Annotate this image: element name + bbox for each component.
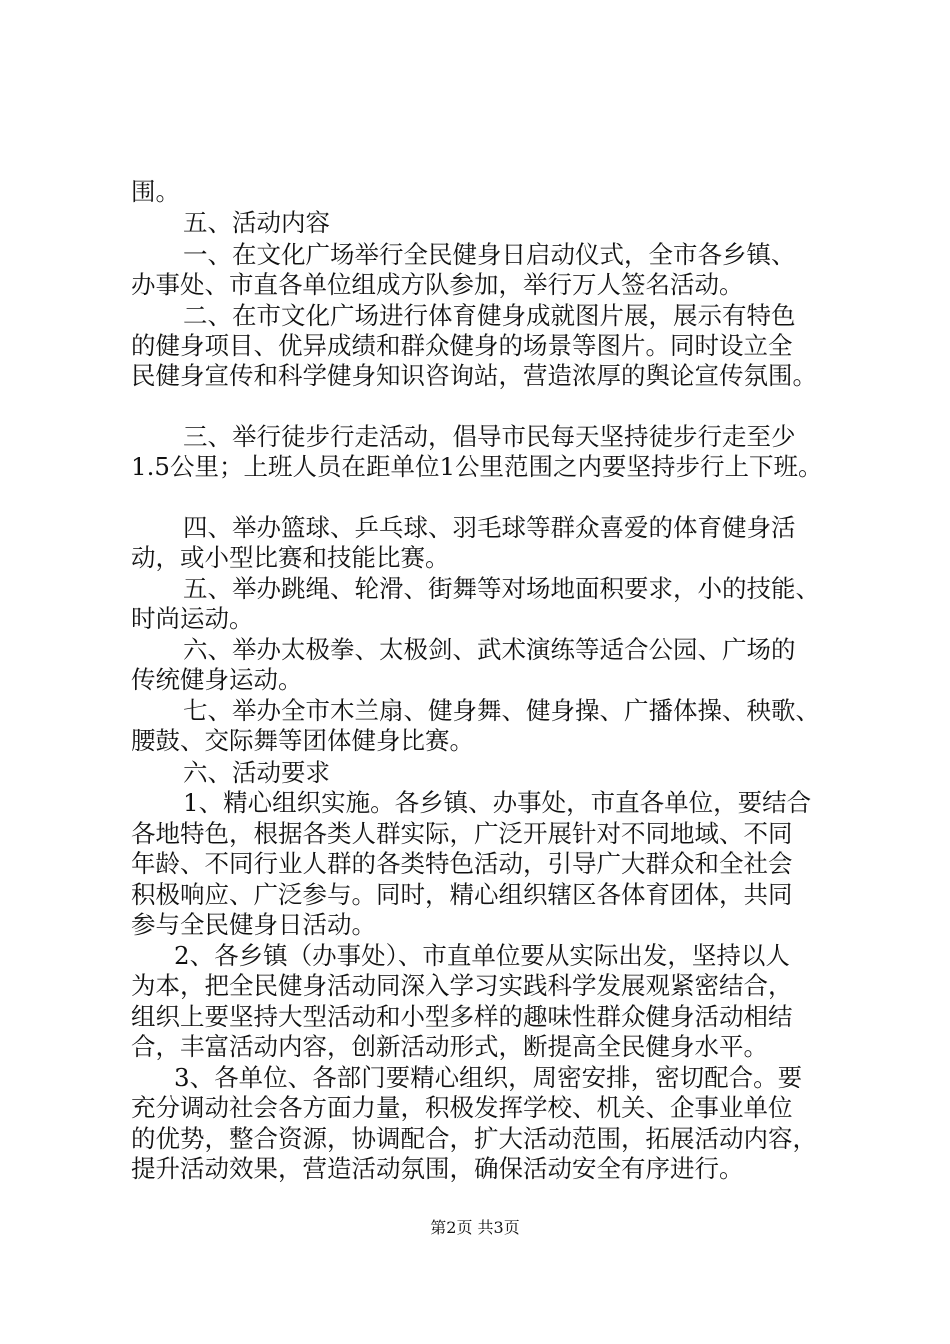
text-line: 提升活动效果，营造活动氛围，确保活动安全有序进行。	[131, 1154, 744, 1183]
text-line: 合，丰富活动内容，创新活动形式，断提高全民健身水平。	[131, 1032, 768, 1061]
text-line: 组织上要坚持大型活动和小型多样的趣味性群众健身活动相结	[131, 1002, 793, 1031]
text-line: 3、各单位、各部门要精心组织，周密安排，密切配合。要	[174, 1063, 803, 1092]
text-line: 的健身项目、优异成绩和群众健身的场景等图片。同时设立全	[131, 331, 793, 360]
text-line: 的优势，整合资源，协调配合，扩大活动范围，拓展活动内容，	[131, 1124, 817, 1153]
text-line: 充分调动社会各方面力量，积极发挥学校、机关、企事业单位	[131, 1093, 793, 1122]
text-line: 六、举办太极拳、太极剑、武术演练等适合公园、广场的	[183, 635, 796, 664]
text-line: 五、举办跳绳、轮滑、街舞等对场地面积要求，小的技能、	[183, 574, 820, 603]
text-line: 办事处、市直各单位组成方队参加，举行万人签名活动。	[131, 270, 744, 299]
text-line: 围。	[131, 177, 180, 206]
text-line: 传统健身运动。	[131, 665, 303, 694]
text-line: 2、各乡镇（办事处）、市直单位要从实际出发，坚持以人	[174, 941, 790, 970]
text-line: 动，或小型比赛和技能比赛。	[131, 543, 450, 572]
text-line: 1.5公里；上班人员在距单位1公里范围之内要坚持步行上下班。	[131, 452, 823, 481]
text-line: 各地特色，根据各类人群实际，广泛开展针对不同地域、不同	[131, 819, 793, 848]
text-line: 时尚运动。	[131, 604, 254, 633]
text-line: 七、举办全市木兰扇、健身舞、健身操、广播体操、秧歌、	[183, 696, 820, 725]
text-line: 积极响应、广泛参与。同时，精心组织辖区各体育团体，共同	[131, 880, 793, 909]
text-line: 二、在市文化广场进行体育健身成就图片展，展示有特色	[183, 301, 796, 330]
text-line: 年龄、不同行业人群的各类特色活动，引导广大群众和全社会	[131, 849, 793, 878]
text-line: 五、活动内容	[183, 208, 330, 237]
page-footer: 第2页 共3页	[430, 1218, 520, 1237]
text-line: 六、活动要求	[183, 758, 330, 787]
text-line: 民健身宣传和科学健身知识咨询站，营造浓厚的舆论宣传氛围。	[131, 361, 817, 390]
text-line: 四、举办篮球、乒乓球、羽毛球等群众喜爱的体育健身活	[183, 513, 796, 542]
text-line: 一、在文化广场举行全民健身日启动仪式，全市各乡镇、	[183, 240, 796, 269]
text-line: 1、精心组织实施。各乡镇、办事处，市直各单位，要结合	[183, 788, 812, 817]
text-line: 腰鼓、交际舞等团体健身比赛。	[131, 726, 474, 755]
text-line: 为本，把全民健身活动同深入学习实践科学发展观紧密结合，	[131, 971, 793, 1000]
text-line: 三、举行徒步行走活动，倡导市民每天坚持徒步行走至少	[183, 422, 796, 451]
text-line: 参与全民健身日活动。	[131, 910, 376, 939]
